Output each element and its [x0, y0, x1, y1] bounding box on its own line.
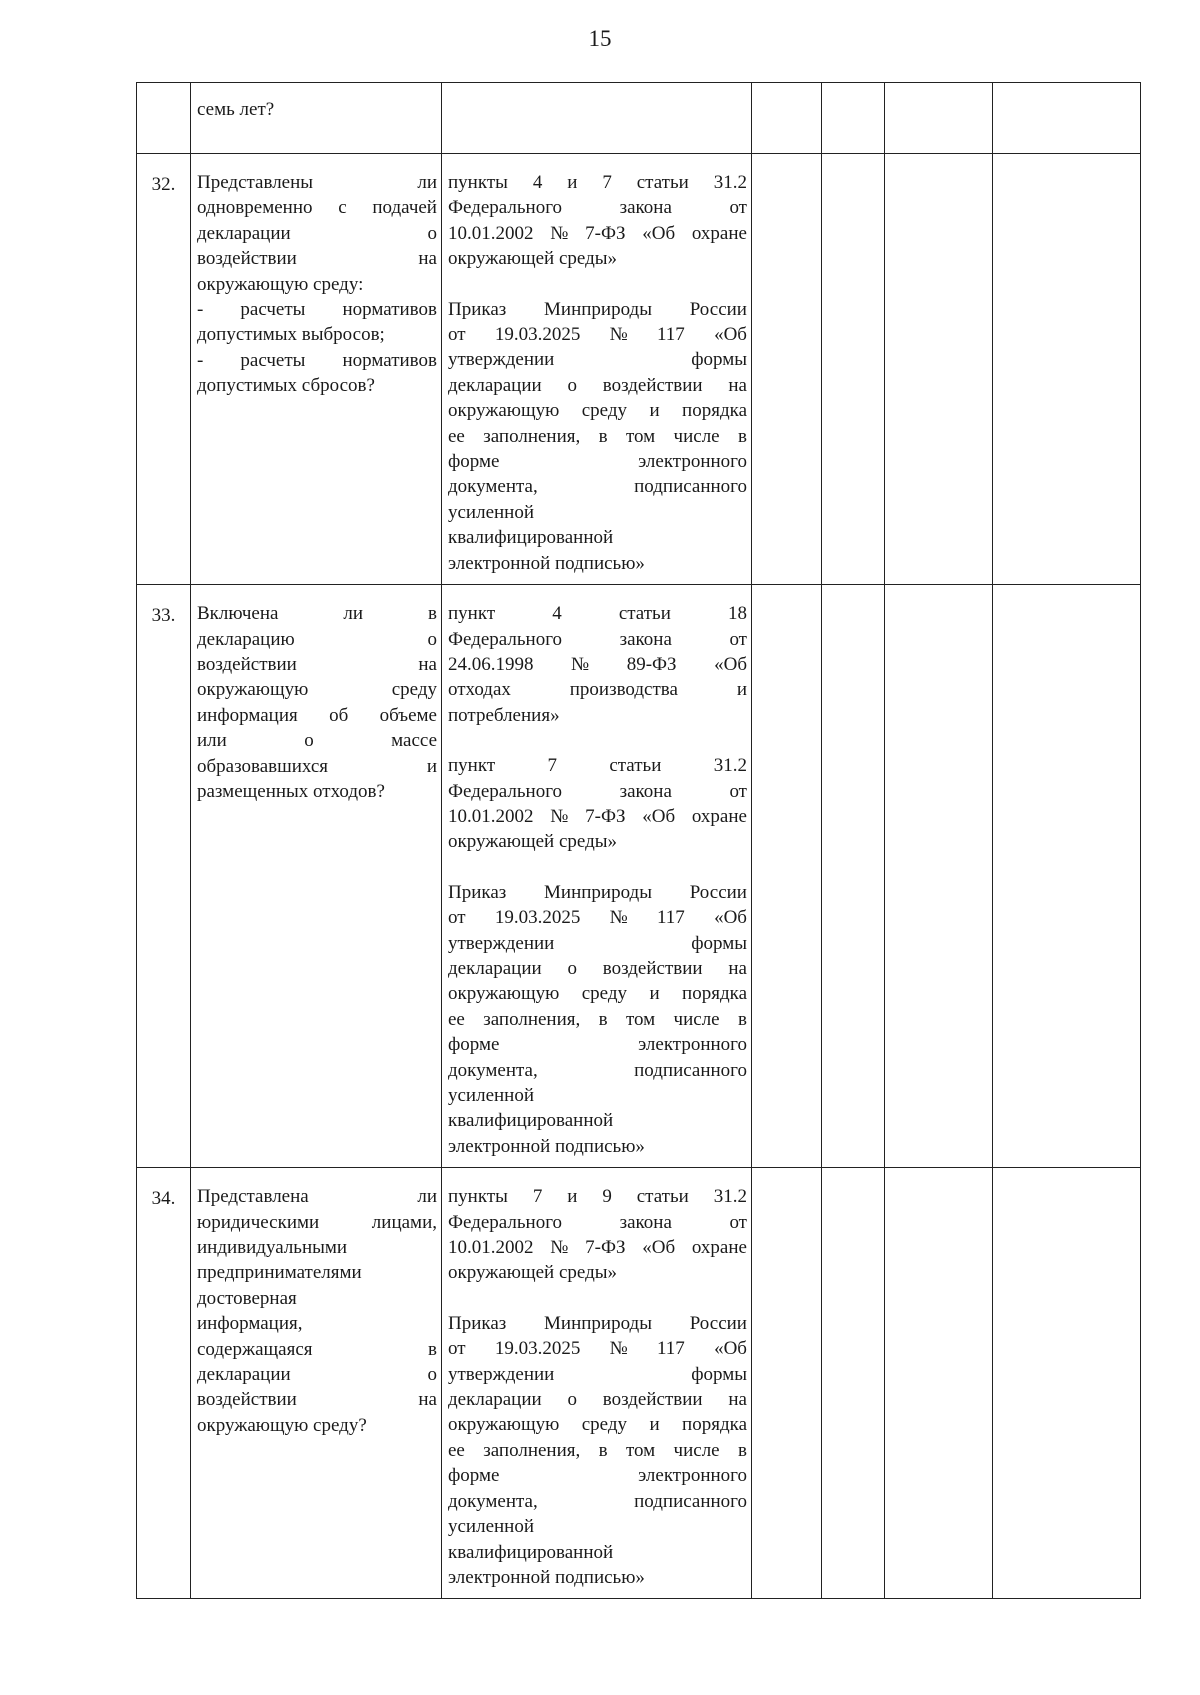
empty-answer-cell[interactable]	[993, 585, 1141, 1168]
reference-line: пункт 7 статьи 31.2	[448, 755, 747, 777]
question-line: Включена ли в	[197, 603, 437, 625]
question-line: образовавшихся и	[197, 755, 437, 777]
reference-line: электронной подписью»	[448, 1566, 645, 1588]
reference-line: окружающей среды»	[448, 831, 618, 853]
reference-line: ее заполнения, в том числе в	[448, 1439, 747, 1461]
reference-line: форме электронного	[448, 1465, 747, 1487]
question-cell	[191, 585, 442, 1168]
empty-answer-cell[interactable]	[822, 1168, 885, 1599]
question-line: окружающую среду?	[197, 1414, 367, 1436]
question-line: достоверная	[197, 1287, 297, 1309]
reference-line: ее заполнения, в том числе в	[448, 425, 747, 447]
reference-line: форме электронного	[448, 451, 747, 473]
empty-answer-cell[interactable]	[822, 83, 885, 154]
question-line: декларации о	[197, 1364, 437, 1386]
question-line: - расчеты нормативов	[197, 349, 437, 371]
empty-answer-cell[interactable]	[993, 154, 1141, 585]
reference-line: 10.01.2002 № 7-ФЗ «Об охране	[448, 805, 747, 827]
question-line: - расчеты нормативов	[197, 299, 437, 321]
reference-line: окружающую среду и порядка	[448, 983, 747, 1005]
empty-answer-cell[interactable]	[822, 154, 885, 585]
reference-line: окружающей среды»	[448, 1262, 618, 1284]
empty-answer-cell[interactable]	[885, 154, 993, 585]
legal-reference-cell	[442, 154, 752, 585]
reference-line: форме электронного	[448, 1034, 747, 1056]
reference-line: пункты 4 и 7 статьи 31.2	[448, 172, 747, 193]
reference-line: окружающую среду и порядка	[448, 1414, 747, 1436]
checklist-row	[137, 585, 1141, 1168]
legal-reference-cell	[442, 1168, 752, 1599]
question-line: или о массе	[197, 730, 437, 752]
checklist-row	[137, 83, 1141, 154]
question-line: окружающую среду:	[197, 273, 364, 295]
question-line: воздействии на	[197, 1389, 437, 1411]
question-line: воздействии на	[197, 248, 437, 270]
reference-line: 24.06.1998 № 89-ФЗ «Об	[448, 653, 747, 675]
reference-line: Приказ Минприроды России	[448, 1312, 747, 1334]
question-line: размещенных отходов?	[197, 780, 385, 802]
legal-reference-cell	[442, 585, 752, 1168]
reference-line: квалифицированной	[448, 1110, 614, 1132]
empty-answer-cell[interactable]	[885, 585, 993, 1168]
question-line: юридическими лицами,	[197, 1211, 437, 1233]
reference-line: усиленной	[448, 1085, 535, 1106]
question-line: предпринимателями	[197, 1262, 362, 1284]
row-number	[137, 83, 191, 154]
reference-line: утверждении формы	[448, 349, 747, 371]
empty-answer-cell[interactable]	[885, 1168, 993, 1599]
question-line: окружающую среду	[197, 679, 437, 701]
empty-answer-cell[interactable]	[822, 585, 885, 1168]
reference-line: Федерального закона от	[448, 1211, 747, 1233]
row-number: 32.	[137, 154, 191, 585]
empty-answer-cell[interactable]	[993, 83, 1141, 154]
reference-line: квалифицированной	[448, 527, 614, 549]
reference-line: Федерального закона от	[448, 197, 747, 219]
question-line: одновременно с подачей	[197, 197, 437, 219]
reference-line: электронной подписью»	[448, 1135, 645, 1157]
reference-gap	[448, 728, 747, 753]
reference-line: окружающей среды»	[448, 248, 618, 270]
reference-line: Приказ Минприроды России	[448, 298, 747, 320]
empty-answer-cell[interactable]	[752, 1168, 822, 1599]
reference-line: от 19.03.2025 № 117 «Об	[448, 907, 747, 929]
reference-line: Федерального закона от	[448, 628, 747, 650]
question-line: воздействии на	[197, 653, 437, 675]
question-line: семь лет?	[197, 99, 275, 120]
checklist-row	[137, 1168, 1141, 1599]
checklist-row	[137, 154, 1141, 585]
question-line: Представлена ли	[197, 1186, 437, 1208]
question-line: допустимых выбросов;	[197, 324, 385, 346]
reference-line: усиленной	[448, 1516, 535, 1538]
reference-line: 10.01.2002 № 7-ФЗ «Об охране	[448, 1237, 747, 1259]
reference-line: потребления»	[448, 704, 560, 726]
reference-line: документа, подписанного	[448, 1059, 747, 1081]
legal-reference-cell	[442, 83, 752, 154]
question-cell	[191, 83, 442, 154]
reference-line: усиленной	[448, 501, 535, 523]
page-number: 15	[588, 26, 612, 51]
question-line: информация,	[197, 1313, 303, 1335]
reference-line: утверждении формы	[448, 932, 747, 954]
question-line: декларации о	[197, 222, 437, 244]
reference-gap	[448, 1286, 747, 1311]
reference-line: декларации о воздействии на	[448, 1389, 747, 1411]
row-number: 33.	[137, 585, 191, 1168]
reference-line: ее заполнения, в том числе в	[448, 1008, 747, 1030]
reference-gap	[448, 855, 747, 880]
reference-line: документа, подписанного	[448, 476, 747, 498]
reference-line: Приказ Минприроды России	[448, 881, 747, 903]
reference-line: Федерального закона от	[448, 780, 747, 802]
reference-gap	[448, 272, 747, 297]
question-line: декларацию о	[197, 628, 437, 650]
reference-line: документа, подписанного	[448, 1490, 747, 1512]
reference-line: пункт 4 статьи 18	[448, 603, 747, 625]
reference-line: электронной подписью»	[448, 552, 645, 574]
reference-line: утверждении формы	[448, 1363, 747, 1385]
reference-line: декларации о воздействии на	[448, 957, 747, 979]
empty-answer-cell[interactable]	[752, 585, 822, 1168]
reference-line: 10.01.2002 № 7-ФЗ «Об охране	[448, 222, 747, 244]
question-line: допустимых сбросов?	[197, 375, 375, 397]
reference-line: квалифицированной	[448, 1541, 614, 1563]
reference-line: отходах производства и	[448, 679, 747, 701]
checklist-table	[136, 82, 1141, 1599]
reference-line: от 19.03.2025 № 117 «Об	[448, 324, 747, 346]
empty-answer-cell[interactable]	[752, 154, 822, 585]
question-line: информация об объеме	[197, 704, 437, 726]
empty-answer-cell[interactable]	[752, 83, 822, 154]
empty-answer-cell[interactable]	[885, 83, 993, 154]
reference-line: окружающую среду и порядка	[448, 400, 747, 422]
question-line: содержащаяся в	[197, 1338, 437, 1360]
reference-line: от 19.03.2025 № 117 «Об	[448, 1338, 747, 1360]
question-line: Представлены ли	[197, 172, 437, 193]
question-cell	[191, 1168, 442, 1599]
checklist-table-body	[137, 83, 1141, 1599]
row-number: 34.	[137, 1168, 191, 1599]
question-line: индивидуальными	[197, 1237, 348, 1259]
empty-answer-cell[interactable]	[993, 1168, 1141, 1599]
reference-line: декларации о воздействии на	[448, 374, 747, 396]
reference-line: пункты 7 и 9 статьи 31.2	[448, 1186, 747, 1208]
question-cell	[191, 154, 442, 585]
